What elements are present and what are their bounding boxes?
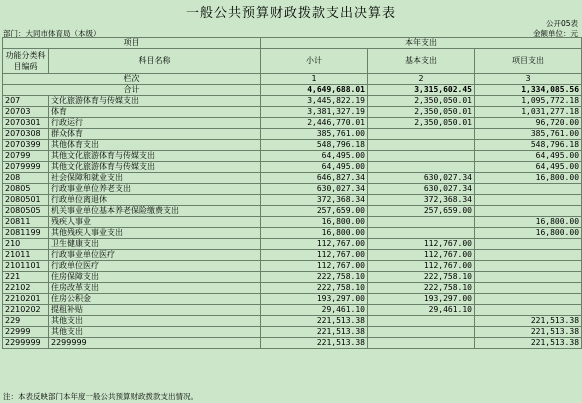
form-code: 公开05表 bbox=[545, 19, 578, 28]
header-col3: 3 bbox=[475, 74, 582, 85]
table-row bbox=[3, 184, 582, 195]
row-code: 2070399 bbox=[3, 140, 49, 151]
row-basic: 29,461.10 bbox=[368, 305, 475, 316]
row-name: 行政事业单位医疗 bbox=[49, 250, 261, 261]
row-basic: 2,350,050.01 bbox=[368, 96, 475, 107]
row-basic: 2,350,050.01 bbox=[368, 107, 475, 118]
row-basic bbox=[368, 316, 475, 327]
row-subtotal: 3,381,327.19 bbox=[261, 107, 368, 118]
row-name: 社会保障和就业支出 bbox=[49, 173, 261, 184]
table-row bbox=[3, 272, 582, 283]
row-project bbox=[475, 184, 582, 195]
row-code: 20799 bbox=[3, 151, 49, 162]
row-project bbox=[475, 294, 582, 305]
row-project: 221,513.38 bbox=[475, 316, 582, 327]
row-project bbox=[475, 239, 582, 250]
row-project bbox=[475, 305, 582, 316]
table-row bbox=[3, 107, 582, 118]
row-basic bbox=[368, 228, 475, 239]
row-basic: 630,027.34 bbox=[368, 173, 475, 184]
table-row bbox=[3, 206, 582, 217]
row-code: 20703 bbox=[3, 107, 49, 118]
row-code: 2079999 bbox=[3, 162, 49, 173]
table-row bbox=[3, 140, 582, 151]
table-row bbox=[3, 239, 582, 250]
table-row bbox=[3, 151, 582, 162]
table-row bbox=[3, 327, 582, 338]
table-row bbox=[3, 283, 582, 294]
department-label: 部门：大同市体育局（本级） bbox=[3, 29, 101, 38]
row-name: 其他支出 bbox=[49, 316, 261, 327]
row-subtotal: 372,368.34 bbox=[261, 195, 368, 206]
row-name: 行政运行 bbox=[49, 118, 261, 129]
total-subtotal: 4,649,688.01 bbox=[261, 85, 368, 96]
row-code: 207 bbox=[3, 96, 49, 107]
row-subtotal: 112,767.00 bbox=[261, 239, 368, 250]
header-row-label: 栏次 bbox=[3, 74, 261, 85]
row-code: 2080501 bbox=[3, 195, 49, 206]
row-name: 文化旅游体育与传媒支出 bbox=[49, 96, 261, 107]
header-subtotal: 小计 bbox=[261, 49, 368, 74]
row-name: 体育 bbox=[49, 107, 261, 118]
row-project: 16,800.00 bbox=[475, 217, 582, 228]
row-subtotal: 385,761.00 bbox=[261, 129, 368, 140]
header-col2: 2 bbox=[368, 74, 475, 85]
row-code: 2210201 bbox=[3, 294, 49, 305]
row-name: 群众体育 bbox=[49, 129, 261, 140]
row-project bbox=[475, 250, 582, 261]
total-label: 合计 bbox=[3, 85, 261, 96]
table-row bbox=[3, 118, 582, 129]
report-title: 一般公共预算财政拨款支出决算表 bbox=[185, 6, 396, 21]
row-project bbox=[475, 261, 582, 272]
row-name: 住房改革支出 bbox=[49, 283, 261, 294]
row-name: 住房保障支出 bbox=[49, 272, 261, 283]
row-project: 96,720.00 bbox=[475, 118, 582, 129]
row-name: 残疾人事业 bbox=[49, 217, 261, 228]
row-subtotal: 16,800.00 bbox=[261, 228, 368, 239]
row-project: 16,800.00 bbox=[475, 173, 582, 184]
header-col1: 1 bbox=[261, 74, 368, 85]
row-code: 2081199 bbox=[3, 228, 49, 239]
row-subtotal: 222,758.10 bbox=[261, 272, 368, 283]
row-basic bbox=[368, 217, 475, 228]
row-subtotal: 646,827.34 bbox=[261, 173, 368, 184]
total-project: 1,334,085.56 bbox=[475, 85, 582, 96]
row-subtotal: 630,027.34 bbox=[261, 184, 368, 195]
row-project: 548,796.18 bbox=[475, 140, 582, 151]
row-subtotal: 257,659.00 bbox=[261, 206, 368, 217]
row-basic: 630,027.34 bbox=[368, 184, 475, 195]
row-subtotal: 16,800.00 bbox=[261, 217, 368, 228]
row-name: 其他文化旅游体育与传媒支出 bbox=[49, 151, 261, 162]
row-name: 提租补贴 bbox=[49, 305, 261, 316]
row-basic: 222,758.10 bbox=[368, 283, 475, 294]
row-code: 2080505 bbox=[3, 206, 49, 217]
row-basic bbox=[368, 140, 475, 151]
row-project bbox=[475, 195, 582, 206]
header-subject-name: 科目名称 bbox=[49, 49, 261, 74]
row-subtotal: 221,513.38 bbox=[261, 327, 368, 338]
table-row bbox=[3, 173, 582, 184]
row-code: 229 bbox=[3, 316, 49, 327]
row-code: 21011 bbox=[3, 250, 49, 261]
row-code: 22999 bbox=[3, 327, 49, 338]
row-project: 221,513.38 bbox=[475, 338, 582, 349]
table-row bbox=[3, 305, 582, 316]
table-row bbox=[3, 129, 582, 140]
row-basic: 257,659.00 bbox=[368, 206, 475, 217]
row-basic bbox=[368, 327, 475, 338]
row-name: 行政单位离退休 bbox=[49, 195, 261, 206]
header-current-year: 本年支出 bbox=[261, 38, 582, 49]
table-row bbox=[3, 217, 582, 228]
table-row bbox=[3, 228, 582, 239]
header-item: 项目 bbox=[3, 38, 261, 49]
row-project: 1,031,277.18 bbox=[475, 107, 582, 118]
row-project: 64,495.00 bbox=[475, 162, 582, 173]
row-code: 2070301 bbox=[3, 118, 49, 129]
table-row bbox=[3, 162, 582, 173]
row-name: 其他支出 bbox=[49, 327, 261, 338]
header-func-code: 功能分类科目编码 bbox=[3, 49, 49, 74]
row-code: 210 bbox=[3, 239, 49, 250]
row-code: 20811 bbox=[3, 217, 49, 228]
row-code: 22102 bbox=[3, 283, 49, 294]
row-code: 2070308 bbox=[3, 129, 49, 140]
row-basic: 112,767.00 bbox=[368, 239, 475, 250]
row-subtotal: 222,758.10 bbox=[261, 283, 368, 294]
row-subtotal: 221,513.38 bbox=[261, 316, 368, 327]
row-project: 385,761.00 bbox=[475, 129, 582, 140]
row-code: 20805 bbox=[3, 184, 49, 195]
row-project: 221,513.38 bbox=[475, 327, 582, 338]
row-basic bbox=[368, 338, 475, 349]
table-row bbox=[3, 250, 582, 261]
table-row bbox=[3, 96, 582, 107]
row-basic bbox=[368, 151, 475, 162]
row-name: 住房公积金 bbox=[49, 294, 261, 305]
table-row bbox=[3, 294, 582, 305]
row-subtotal: 112,767.00 bbox=[261, 261, 368, 272]
row-code: 2210202 bbox=[3, 305, 49, 316]
row-basic: 112,767.00 bbox=[368, 261, 475, 272]
row-subtotal: 548,796.18 bbox=[261, 140, 368, 151]
row-basic bbox=[368, 129, 475, 140]
row-code: 208 bbox=[3, 173, 49, 184]
row-project bbox=[475, 206, 582, 217]
row-name: 行政单位医疗 bbox=[49, 261, 261, 272]
row-name: 其他残疾人事业支出 bbox=[49, 228, 261, 239]
table-row bbox=[3, 261, 582, 272]
money-unit-label: 金额单位：元 bbox=[533, 29, 578, 38]
row-name: 2299999 bbox=[49, 338, 261, 349]
row-subtotal: 221,513.38 bbox=[261, 338, 368, 349]
row-code: 2299999 bbox=[3, 338, 49, 349]
table-note: 注：本表反映部门本年度一般公共预算财政拨款支出情况。 bbox=[3, 392, 198, 401]
row-subtotal: 112,767.00 bbox=[261, 250, 368, 261]
row-basic: 2,350,050.01 bbox=[368, 118, 475, 129]
row-subtotal: 64,495.00 bbox=[261, 151, 368, 162]
row-name: 行政事业单位养老支出 bbox=[49, 184, 261, 195]
row-code: 2101101 bbox=[3, 261, 49, 272]
row-name: 卫生健康支出 bbox=[49, 239, 261, 250]
row-name: 其他体育支出 bbox=[49, 140, 261, 151]
header-project: 项目支出 bbox=[475, 49, 582, 74]
row-basic: 112,767.00 bbox=[368, 250, 475, 261]
row-project bbox=[475, 272, 582, 283]
row-subtotal: 193,297.00 bbox=[261, 294, 368, 305]
row-project: 1,095,772.18 bbox=[475, 96, 582, 107]
row-project bbox=[475, 283, 582, 294]
row-subtotal: 64,495.00 bbox=[261, 162, 368, 173]
row-subtotal: 29,461.10 bbox=[261, 305, 368, 316]
expenditure-table bbox=[2, 37, 582, 349]
row-project: 16,800.00 bbox=[475, 228, 582, 239]
row-name: 其他文化旅游体育与传媒支出 bbox=[49, 162, 261, 173]
row-basic: 222,758.10 bbox=[368, 272, 475, 283]
row-project: 64,495.00 bbox=[475, 151, 582, 162]
header-basic: 基本支出 bbox=[368, 49, 475, 74]
row-basic: 193,297.00 bbox=[368, 294, 475, 305]
row-subtotal: 2,446,770.01 bbox=[261, 118, 368, 129]
row-code: 221 bbox=[3, 272, 49, 283]
table-row bbox=[3, 195, 582, 206]
table-row bbox=[3, 316, 582, 327]
row-subtotal: 3,445,822.19 bbox=[261, 96, 368, 107]
row-basic bbox=[368, 162, 475, 173]
row-basic: 372,368.34 bbox=[368, 195, 475, 206]
total-basic: 3,315,602.45 bbox=[368, 85, 475, 96]
row-name: 机关事业单位基本养老保险缴费支出 bbox=[49, 206, 261, 217]
table-row bbox=[3, 338, 582, 349]
